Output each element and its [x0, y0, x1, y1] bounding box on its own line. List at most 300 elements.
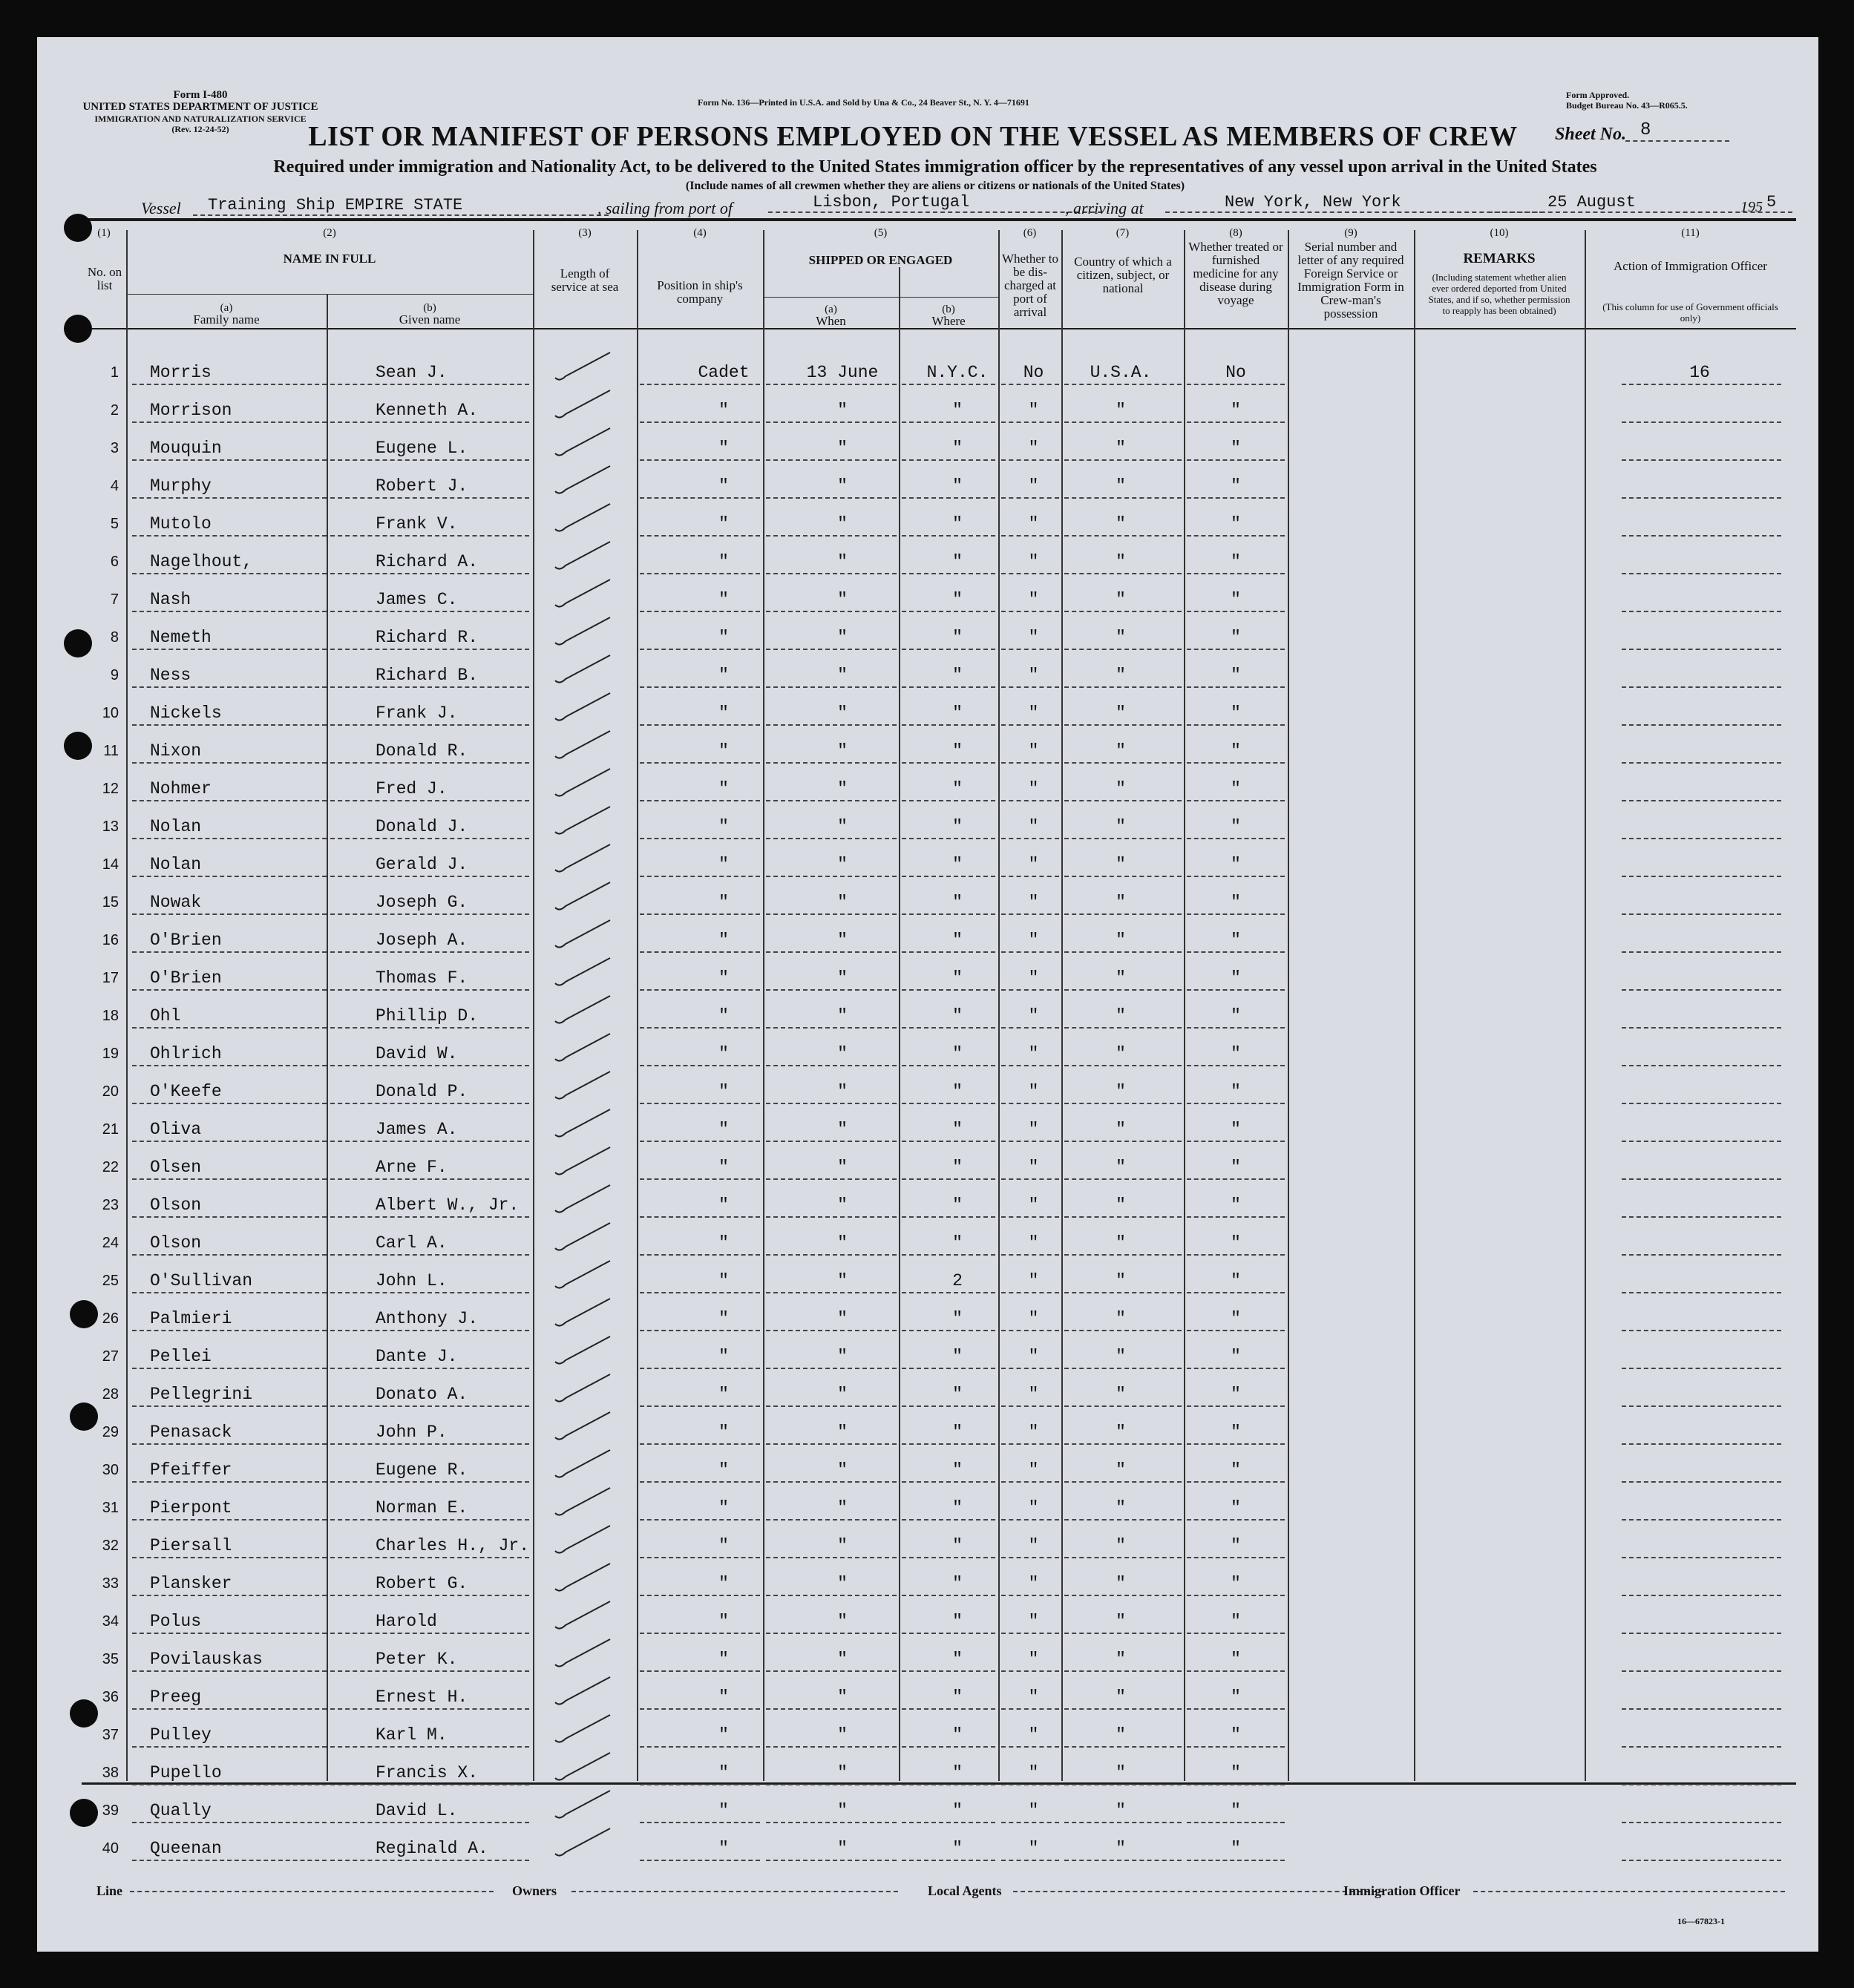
row-number: 28 — [102, 1386, 119, 1403]
row-rule — [1187, 1595, 1285, 1596]
cell-when: " — [837, 1574, 848, 1593]
cell-given: Frank J. — [376, 703, 458, 723]
row-rule — [132, 1292, 327, 1293]
row-number: 35 — [102, 1651, 119, 1667]
row-rule — [1187, 573, 1285, 574]
table-row — [37, 1791, 1818, 1828]
row-rule — [330, 686, 529, 688]
cell-where: " — [952, 817, 963, 836]
row-rule — [902, 1557, 995, 1558]
row-rule — [902, 1178, 995, 1180]
row-rule — [902, 1633, 995, 1634]
row-number: 15 — [102, 894, 119, 911]
row-rule — [1064, 1746, 1182, 1748]
row-rule — [766, 1216, 897, 1218]
row-rule — [1064, 1254, 1182, 1256]
row-rule — [1187, 1746, 1285, 1748]
cell-discharged: " — [1028, 1385, 1039, 1404]
row-rule — [1001, 686, 1059, 688]
cell-treated: " — [1231, 1423, 1241, 1442]
cell-treated: " — [1231, 741, 1241, 761]
row-rule — [330, 611, 529, 612]
row-rule — [1622, 1784, 1781, 1785]
row-rule — [640, 1595, 760, 1596]
check-mark-icon — [549, 1332, 616, 1368]
cell-country: " — [1116, 476, 1126, 496]
year-suffix: 5 — [1766, 193, 1777, 211]
row-rule — [132, 1822, 327, 1823]
col-where-header: Where — [931, 314, 966, 328]
cell-country: " — [1116, 1498, 1126, 1518]
cell-when: " — [837, 1423, 848, 1442]
cell-when: " — [837, 817, 848, 836]
check-mark-icon — [549, 726, 616, 762]
cell-family: O'Keefe — [150, 1082, 222, 1101]
footer-officer-field — [1473, 1891, 1785, 1892]
cell-country: " — [1116, 1385, 1126, 1404]
row-rule — [766, 1670, 897, 1672]
row-rule — [132, 1670, 327, 1672]
row-rule — [640, 1670, 760, 1672]
row-rule — [902, 1443, 995, 1445]
cell-given: Kenneth A. — [376, 401, 479, 420]
row-rule — [1001, 459, 1059, 461]
row-rule — [132, 989, 327, 991]
cell-treated: " — [1231, 855, 1241, 874]
cell-given: John P. — [376, 1423, 448, 1442]
row-rule — [1187, 1103, 1285, 1104]
row-rule — [132, 384, 327, 385]
row-rule — [330, 1557, 529, 1558]
row-number: 33 — [102, 1575, 119, 1592]
binder-hole — [64, 214, 92, 242]
cell-treated: " — [1231, 1158, 1241, 1177]
cell-country: " — [1116, 893, 1126, 912]
cell-when: " — [837, 779, 848, 798]
cell-where: " — [952, 855, 963, 874]
row-rule — [132, 1368, 327, 1369]
row-number: 3 — [110, 440, 119, 456]
check-mark-icon — [549, 348, 616, 384]
row-rule — [766, 1481, 897, 1483]
row-rule — [1064, 876, 1182, 877]
cell-treated: No — [1225, 363, 1246, 382]
check-mark-icon — [549, 424, 616, 459]
cell-where: " — [952, 1650, 963, 1669]
row-rule — [132, 1141, 327, 1142]
cell-treated: " — [1231, 628, 1241, 647]
cell-country: " — [1116, 590, 1126, 609]
row-rule — [902, 497, 995, 499]
cell-family: Pellei — [150, 1347, 212, 1366]
cell-country: " — [1116, 1801, 1126, 1820]
cell-given: Donald J. — [376, 817, 468, 836]
row-rule — [330, 1141, 529, 1142]
table-row — [37, 1034, 1818, 1072]
row-rule — [640, 1216, 760, 1218]
colnum-4: (4) — [693, 227, 707, 239]
row-rule — [1064, 1178, 1182, 1180]
check-mark-icon — [549, 613, 616, 649]
cell-family: Nash — [150, 590, 191, 609]
cell-treated: " — [1231, 703, 1241, 723]
row-rule — [1187, 1405, 1285, 1407]
cell-where: " — [952, 628, 963, 647]
row-number: 40 — [102, 1840, 119, 1857]
check-mark-icon — [549, 1597, 616, 1633]
row-rule — [1064, 611, 1182, 612]
row-rule — [902, 1330, 995, 1331]
cell-discharged: " — [1028, 476, 1039, 496]
cell-given: Frank V. — [376, 514, 458, 534]
row-rule — [1622, 1178, 1781, 1180]
cell-family: Plansker — [150, 1574, 232, 1593]
service: IMMIGRATION AND NATURALIZATION SERVICE — [94, 114, 307, 124]
row-rule — [1187, 649, 1285, 650]
row-rule — [902, 1065, 995, 1066]
row-rule — [640, 1254, 760, 1256]
cell-given: Karl M. — [376, 1725, 448, 1745]
form-id: Form I-480 — [173, 89, 228, 101]
row-rule — [1001, 384, 1059, 385]
row-rule — [1622, 1405, 1781, 1407]
row-rule — [1064, 724, 1182, 726]
row-rule — [1622, 913, 1781, 915]
row-rule — [902, 1822, 995, 1823]
check-mark-icon — [549, 537, 616, 573]
row-rule — [1064, 838, 1182, 839]
cell-where: " — [952, 439, 963, 458]
row-number: 7 — [110, 591, 119, 608]
colnum-8: (8) — [1229, 227, 1242, 239]
binder-hole — [64, 629, 92, 657]
table-row — [37, 352, 1818, 390]
row-number: 18 — [102, 1008, 119, 1024]
row-rule — [766, 838, 897, 839]
row-rule — [132, 913, 327, 915]
row-rule — [1064, 1141, 1182, 1142]
cell-where: " — [952, 590, 963, 609]
cell-where: " — [952, 401, 963, 420]
cell-treated: " — [1231, 1687, 1241, 1707]
row-rule — [1001, 535, 1059, 537]
cell-family: Olson — [150, 1195, 202, 1215]
cell-when: " — [837, 1498, 848, 1518]
row-rule — [330, 1443, 529, 1445]
cell-treated: " — [1231, 1082, 1241, 1101]
cell-country: " — [1116, 931, 1126, 950]
row-rule — [1064, 421, 1182, 423]
row-rule — [1001, 1860, 1059, 1861]
row-rule — [902, 1784, 995, 1785]
where-index: (b) — [942, 304, 955, 315]
cell-position: " — [718, 1347, 729, 1366]
cell-given: Phillip D. — [376, 1006, 479, 1026]
cell-country: " — [1116, 552, 1126, 571]
row-rule — [1001, 1330, 1059, 1331]
row-rule — [132, 838, 327, 839]
row-rule — [1622, 1557, 1781, 1558]
cell-discharged: " — [1028, 855, 1039, 874]
cell-given: John L. — [376, 1271, 448, 1290]
row-rule — [766, 1141, 897, 1142]
cell-discharged: " — [1028, 1006, 1039, 1026]
row-rule — [132, 762, 327, 764]
cell-discharged: " — [1028, 1498, 1039, 1518]
include-note: (Include names of all crewmen whether they are aliens or citizens or nationals of the United States) — [685, 180, 1185, 192]
cell-where: " — [952, 703, 963, 723]
row-rule — [902, 611, 995, 612]
check-mark-icon — [549, 1710, 616, 1746]
row-rule — [1187, 1784, 1285, 1785]
row-number: 26 — [102, 1310, 119, 1327]
row-rule — [1064, 686, 1182, 688]
cell-country: " — [1116, 968, 1126, 988]
cell-given: James C. — [376, 590, 458, 609]
row-rule — [132, 459, 327, 461]
cell-treated: " — [1231, 1763, 1241, 1782]
table-row — [37, 769, 1818, 807]
cell-country: " — [1116, 1120, 1126, 1139]
cell-where: " — [952, 1309, 963, 1328]
cell-where: " — [952, 1082, 963, 1101]
row-rule — [132, 1708, 327, 1710]
table-row — [37, 1526, 1818, 1564]
row-rule — [1064, 1481, 1182, 1483]
cell-where: " — [952, 666, 963, 685]
row-rule — [1001, 1519, 1059, 1520]
check-mark-icon — [549, 1748, 616, 1784]
row-rule — [640, 838, 760, 839]
cell-given: Robert J. — [376, 476, 468, 496]
row-rule — [1622, 459, 1781, 461]
row-rule — [902, 1595, 995, 1596]
sheet-label: Sheet No. — [1555, 125, 1626, 144]
row-rule — [132, 1519, 327, 1520]
cell-position: " — [718, 931, 729, 950]
cell-when: " — [837, 1195, 848, 1215]
row-rule — [1064, 535, 1182, 537]
cell-family: Pulley — [150, 1725, 212, 1745]
cell-where: " — [952, 1044, 963, 1063]
row-rule — [902, 762, 995, 764]
row-rule — [132, 1860, 327, 1861]
cell-discharged: " — [1028, 401, 1039, 420]
row-rule — [1187, 1254, 1285, 1256]
cell-given: Ernest H. — [376, 1687, 468, 1707]
cell-discharged: " — [1028, 893, 1039, 912]
cell-where: " — [952, 1612, 963, 1631]
row-rule — [1001, 1670, 1059, 1672]
row-rule — [902, 421, 995, 423]
cell-position: " — [718, 1801, 729, 1820]
row-rule — [1187, 838, 1285, 839]
row-rule — [902, 913, 995, 915]
cell-given: Richard B. — [376, 666, 479, 685]
cell-when: " — [837, 1650, 848, 1669]
row-rule — [1001, 649, 1059, 650]
row-rule — [766, 1443, 897, 1445]
cell-discharged: " — [1028, 779, 1039, 798]
row-rule — [132, 876, 327, 877]
cell-when: " — [837, 439, 848, 458]
cell-family: Nowak — [150, 893, 202, 912]
row-rule — [1064, 762, 1182, 764]
cell-where: " — [952, 552, 963, 571]
cell-country: " — [1116, 1271, 1126, 1290]
cell-given: Carl A. — [376, 1233, 448, 1253]
check-mark-icon — [549, 1559, 616, 1595]
sheet-number: 8 — [1625, 120, 1729, 142]
cell-position: " — [718, 893, 729, 912]
row-rule — [1064, 989, 1182, 991]
cell-discharged: " — [1028, 1233, 1039, 1253]
col-given-header: Given name — [399, 312, 461, 327]
binder-hole — [64, 315, 92, 343]
cell-when: " — [837, 666, 848, 685]
cell-family: Nickels — [150, 703, 222, 723]
cell-country: " — [1116, 1082, 1126, 1101]
cell-family: Nemeth — [150, 628, 212, 647]
check-mark-icon — [549, 878, 616, 913]
cell-discharged: " — [1028, 931, 1039, 950]
row-number: 30 — [102, 1462, 119, 1478]
row-rule — [1064, 1103, 1182, 1104]
row-rule — [1187, 1443, 1285, 1445]
row-rule — [330, 384, 529, 385]
cell-given: Eugene R. — [376, 1460, 468, 1480]
row-rule — [1001, 1216, 1059, 1218]
cell-position: " — [718, 1498, 729, 1518]
page-title: LIST OR MANIFEST OF PERSONS EMPLOYED ON THE VESSEL AS MEMBERS OF CREW — [308, 121, 1518, 152]
row-rule — [330, 838, 529, 839]
table-row — [37, 1828, 1818, 1866]
row-rule — [1001, 800, 1059, 801]
row-number: 21 — [102, 1121, 119, 1138]
row-rule — [766, 876, 897, 877]
row-rule — [132, 421, 327, 423]
row-number: 5 — [110, 516, 119, 532]
row-rule — [902, 951, 995, 953]
row-rule — [132, 649, 327, 650]
row-rule — [1187, 1670, 1285, 1672]
cell-given: Donald R. — [376, 741, 468, 761]
cell-discharged: " — [1028, 1612, 1039, 1631]
colnum-9: (9) — [1344, 227, 1357, 239]
row-number: 19 — [102, 1046, 119, 1062]
row-rule — [1001, 1027, 1059, 1029]
cell-treated: " — [1231, 590, 1241, 609]
row-rule — [1064, 1519, 1182, 1520]
cell-country: " — [1116, 1347, 1126, 1366]
cell-when: " — [837, 741, 848, 761]
row-number: 29 — [102, 1424, 119, 1440]
col-name-header: NAME IN FULL — [283, 252, 376, 266]
cell-family: Pierpont — [150, 1498, 232, 1518]
table-row — [37, 580, 1818, 617]
row-rule — [902, 1027, 995, 1029]
row-rule — [1064, 800, 1182, 801]
row-number: 10 — [102, 705, 119, 721]
table-row — [37, 1261, 1818, 1299]
row-rule — [330, 459, 529, 461]
row-rule — [330, 1784, 529, 1785]
table-row — [37, 1147, 1818, 1185]
row-rule — [330, 1746, 529, 1748]
cell-given: James A. — [376, 1120, 458, 1139]
cell-discharged: " — [1028, 1309, 1039, 1328]
row-rule — [766, 1746, 897, 1748]
cell-family: Povilauskas — [150, 1650, 263, 1669]
row-rule — [1622, 384, 1781, 385]
cell-discharged: " — [1028, 1574, 1039, 1593]
remarks-note: (Including statement whether alien ever ordered deported from United States, and if so, whether permission to reapply has been obtained) — [1428, 272, 1570, 316]
row-number: 23 — [102, 1197, 119, 1213]
row-rule — [1001, 724, 1059, 726]
col-family-header: Family name — [193, 312, 260, 327]
row-rule — [766, 913, 897, 915]
col-when-header: When — [816, 314, 846, 328]
check-mark-icon — [549, 1824, 616, 1860]
row-rule — [766, 1292, 897, 1293]
cell-family: Pupello — [150, 1763, 222, 1782]
cell-position: " — [718, 703, 729, 723]
row-rule — [1622, 611, 1781, 612]
cell-country: " — [1116, 401, 1126, 420]
cell-family: Mouquin — [150, 439, 222, 458]
cell-country: " — [1116, 817, 1126, 836]
row-rule — [1064, 1216, 1182, 1218]
row-rule — [132, 1784, 327, 1785]
cell-family: O'Sullivan — [150, 1271, 253, 1290]
row-rule — [640, 1633, 760, 1634]
cell-family: Nolan — [150, 817, 202, 836]
cell-when: " — [837, 1233, 848, 1253]
table-row — [37, 1715, 1818, 1753]
cell-discharged: " — [1028, 1195, 1039, 1215]
check-mark-icon — [549, 1105, 616, 1141]
row-rule — [902, 1860, 995, 1861]
cell-discharged: " — [1028, 1801, 1039, 1820]
row-rule — [902, 1670, 995, 1672]
cell-given: Donald P. — [376, 1082, 468, 1101]
cell-position: " — [718, 1460, 729, 1480]
row-rule — [902, 535, 995, 537]
cell-position: " — [718, 741, 729, 761]
cell-where: " — [952, 476, 963, 496]
cell-discharged: " — [1028, 1763, 1039, 1782]
table-row — [37, 1564, 1818, 1601]
row-rule — [1064, 1595, 1182, 1596]
row-rule — [902, 1519, 995, 1520]
vessel-name: Training Ship EMPIRE STATE — [193, 196, 609, 216]
cell-position: " — [718, 1120, 729, 1139]
col-position-header: Position in ship's company — [657, 278, 743, 306]
row-number: 20 — [102, 1083, 119, 1100]
row-rule — [902, 649, 995, 650]
row-number: 16 — [102, 932, 119, 948]
row-rule — [766, 1065, 897, 1066]
row-rule — [1001, 1103, 1059, 1104]
row-rule — [766, 1633, 897, 1634]
row-rule — [1001, 1633, 1059, 1634]
cell-treated: " — [1231, 1612, 1241, 1631]
row-rule — [1622, 800, 1781, 801]
row-rule — [1622, 1103, 1781, 1104]
cell-country: " — [1116, 1763, 1126, 1782]
row-rule — [1064, 951, 1182, 953]
row-rule — [1187, 1633, 1285, 1634]
